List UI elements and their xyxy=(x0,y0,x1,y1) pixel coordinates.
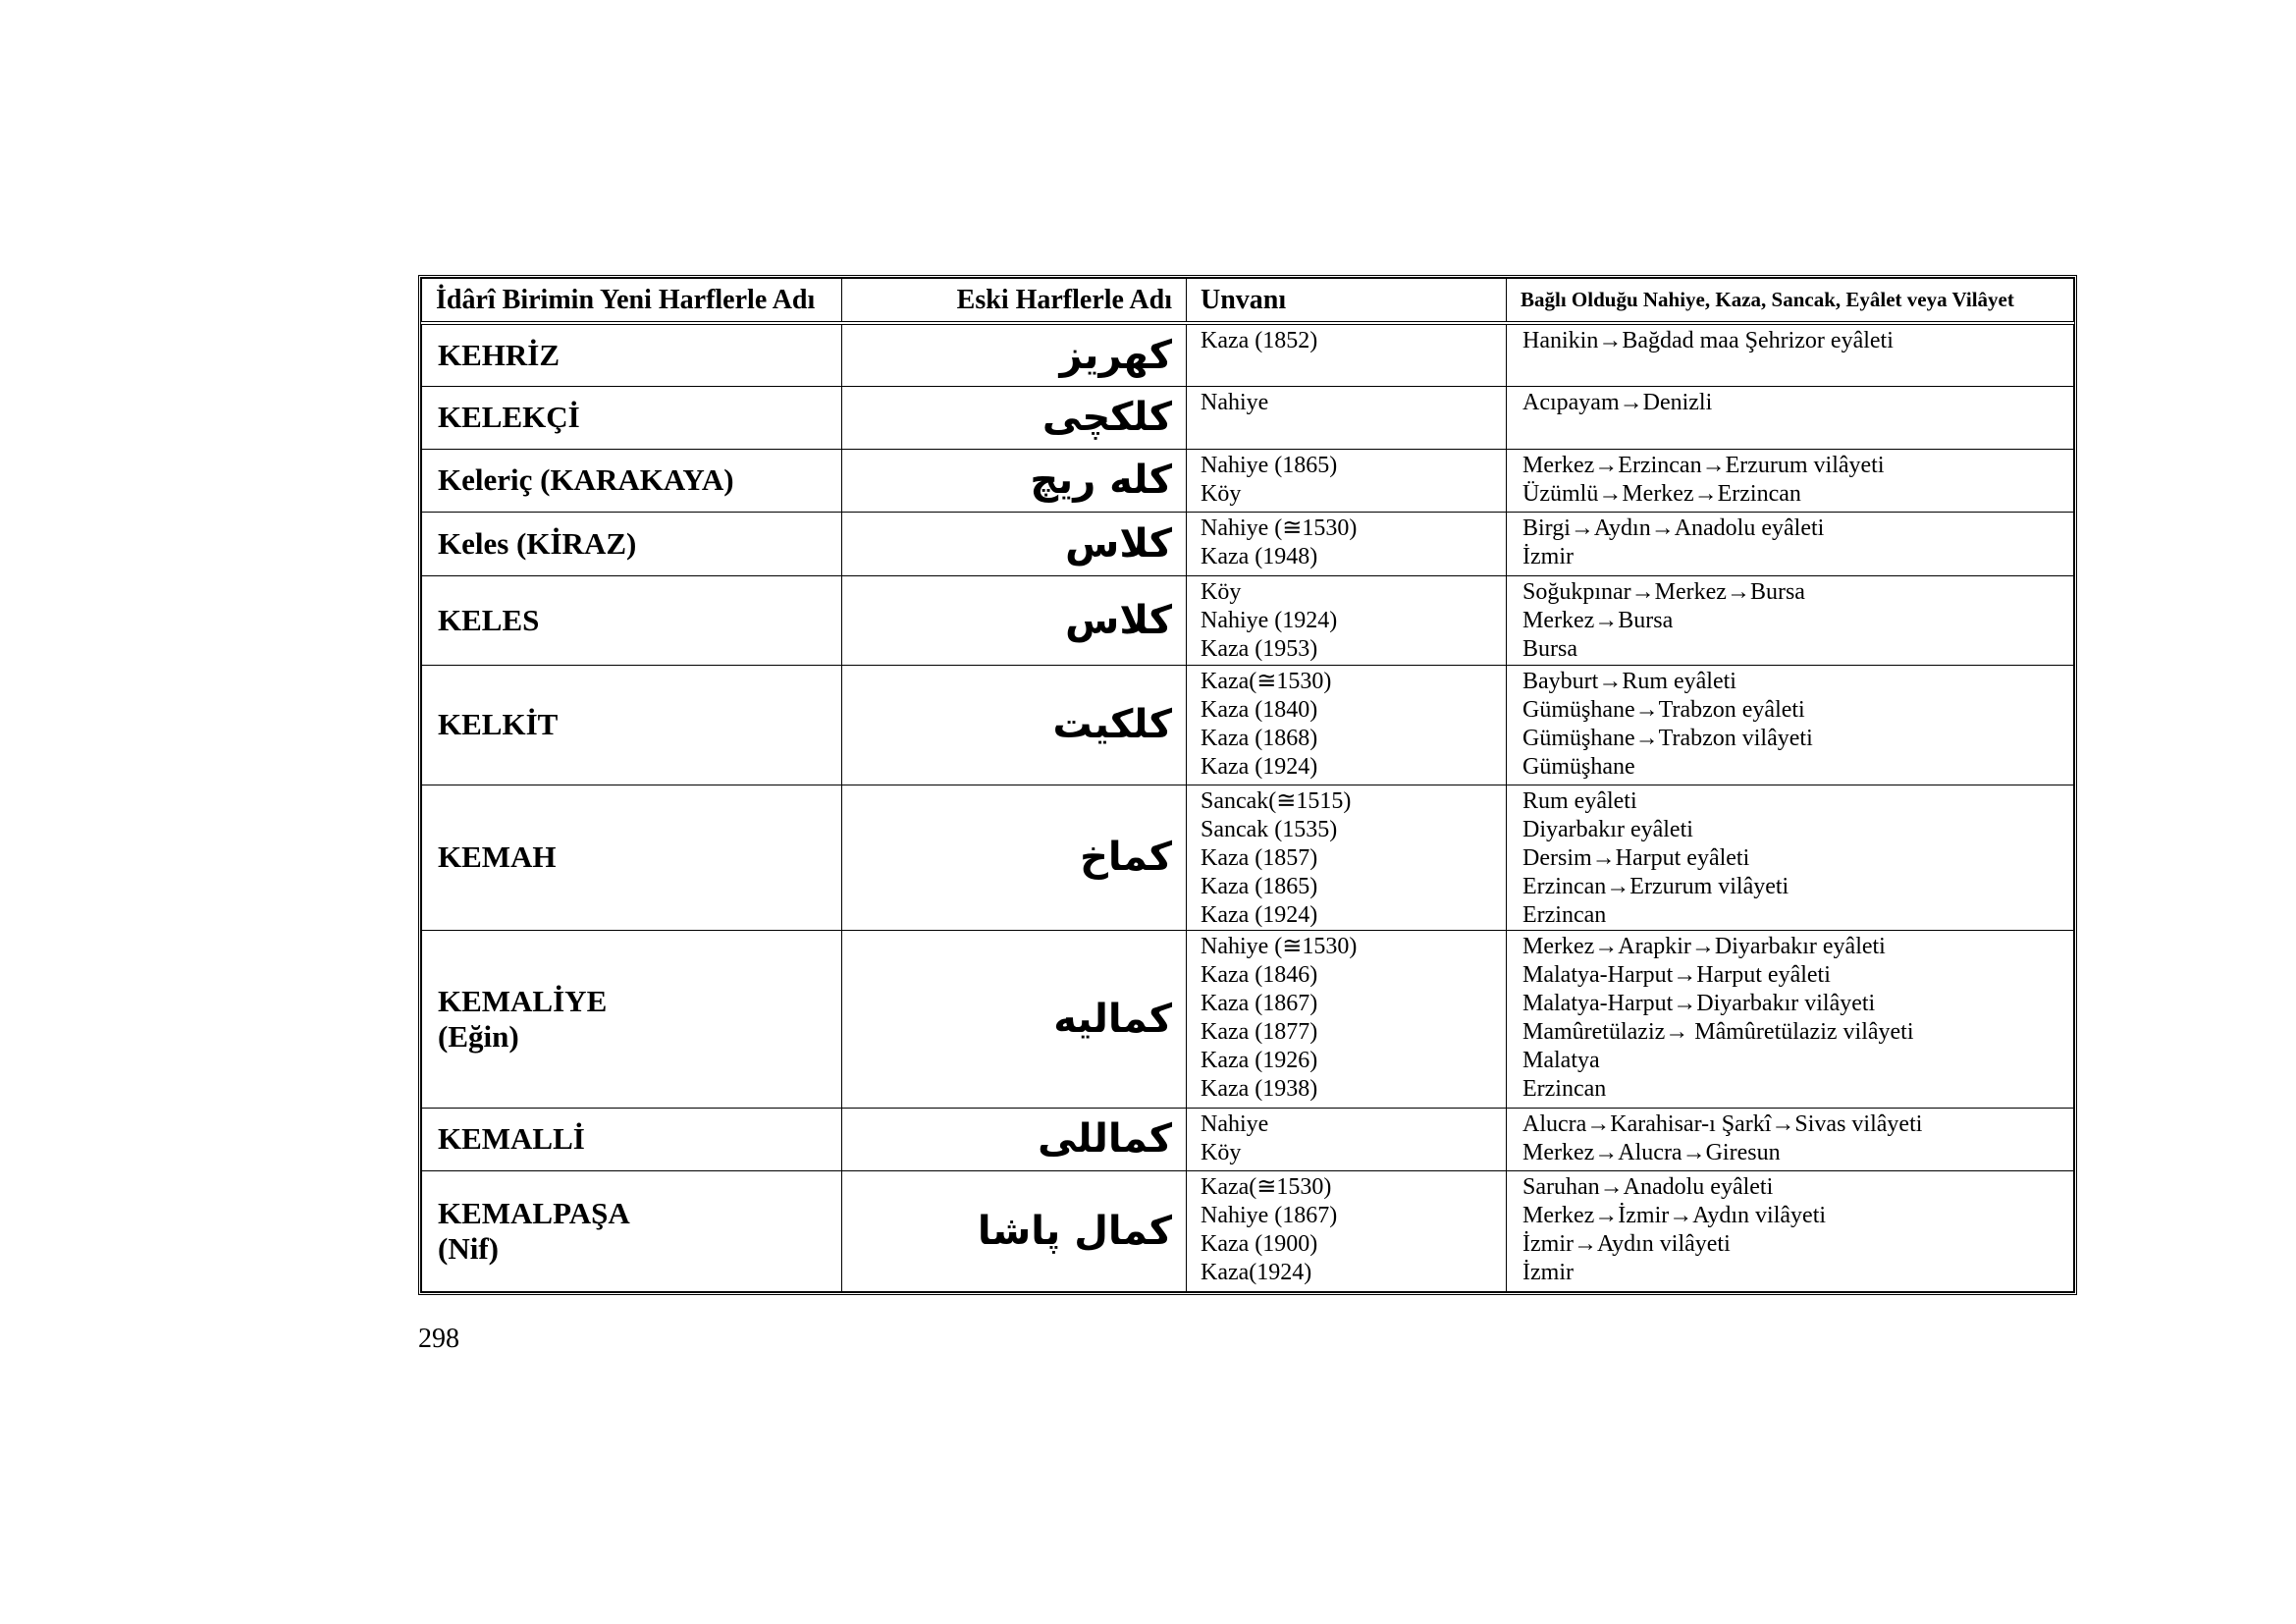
title-entry: Köy xyxy=(1201,480,1242,507)
new-name-text: KELES xyxy=(438,602,540,637)
row-old-script-name: كله ريچ xyxy=(842,449,1187,512)
gazetteer-table-frame xyxy=(418,275,2077,1295)
affiliation-entry: Malatya-Harput→Harput eyâleti xyxy=(1522,961,1831,988)
header-new-name: İdârî Birimin Yeni Harflerle Adı xyxy=(422,279,842,324)
header-title: Unvanı xyxy=(1187,279,1507,324)
title-entry: Kaza (1846) xyxy=(1201,961,1318,988)
title-entry: Kaza(≅1530) xyxy=(1201,668,1332,694)
affiliation-entry: Rum eyâleti xyxy=(1522,787,1637,814)
affiliation-entry: Merkez→Bursa xyxy=(1522,607,1674,633)
title-entry: Kaza (1924) xyxy=(1201,901,1318,928)
affiliation-entry: Merkez→İzmir→Aydın vilâyeti xyxy=(1522,1202,1827,1228)
new-name-text: KEMALİYE xyxy=(438,983,608,1018)
affiliation-entry: Soğukpınar→Merkez→Bursa xyxy=(1522,578,1805,605)
row-affiliation-list xyxy=(1507,449,2074,512)
row-title-list xyxy=(1187,665,1507,785)
row-new-name xyxy=(422,665,842,785)
row-title-list xyxy=(1187,512,1507,575)
title-entry: Nahiye (1924) xyxy=(1201,607,1338,633)
title-entry: Kaza (1868) xyxy=(1201,725,1318,751)
title-entry: Kaza (1926) xyxy=(1201,1047,1318,1073)
row-title-list xyxy=(1187,1108,1507,1170)
affiliation-entry: İzmir xyxy=(1522,1259,1574,1285)
affiliation-entry: Saruhan→Anadolu eyâleti xyxy=(1522,1173,1774,1200)
affiliation-entry: Erzincan xyxy=(1522,901,1607,928)
new-name-text: KEMAH xyxy=(438,839,557,874)
title-entry: Nahiye xyxy=(1201,1110,1269,1137)
title-entry: Kaza (1900) xyxy=(1201,1230,1318,1257)
affiliation-entry: Gümüşhane xyxy=(1522,753,1635,780)
row-affiliation-list xyxy=(1507,1170,2074,1291)
header-old-name: Eski Harflerle Adı xyxy=(842,279,1187,324)
title-entry: Kaza (1852) xyxy=(1201,328,1318,353)
page-number: 298 xyxy=(418,1324,459,1354)
title-entry: Nahiye (1865) xyxy=(1201,452,1338,478)
affiliation-entry: İzmir xyxy=(1522,543,1574,569)
affiliation-entry: Erzincan→Erzurum vilâyeti xyxy=(1522,873,1789,899)
affiliation-entry: İzmir→Aydın vilâyeti xyxy=(1522,1230,1731,1257)
title-entry: Nahiye (1867) xyxy=(1201,1202,1338,1228)
row-affiliation-list xyxy=(1507,323,2074,386)
table-row xyxy=(422,386,2074,449)
row-old-script-name: كماخ xyxy=(842,785,1187,930)
row-title-list xyxy=(1187,1170,1507,1291)
new-name-text: KEHRİZ xyxy=(438,337,561,372)
title-entry: Kaza(1924) xyxy=(1201,1259,1312,1285)
table-row xyxy=(422,449,2074,512)
row-old-script-name: كهريز xyxy=(842,323,1187,386)
row-old-script-name: كلكچى xyxy=(842,386,1187,449)
table-row xyxy=(422,930,2074,1108)
affiliation-entry: Malatya xyxy=(1522,1047,1600,1073)
row-old-script-name: كمال پاشا xyxy=(842,1170,1187,1291)
row-old-script-name: كلاس xyxy=(842,512,1187,575)
affiliation-entry: Gümüşhane→Trabzon vilâyeti xyxy=(1522,725,1813,751)
title-entry: Kaza (1877) xyxy=(1201,1018,1318,1045)
row-new-name xyxy=(422,1108,842,1170)
title-entry: Kaza (1867) xyxy=(1201,990,1318,1016)
row-new-name xyxy=(422,323,842,386)
title-entry: Nahiye (≅1530) xyxy=(1201,933,1358,959)
row-old-script-name: كماللى xyxy=(842,1108,1187,1170)
affiliation-entry: Mamûretülaziz→ Mâmûretülaziz vilâyeti xyxy=(1522,1018,1914,1045)
title-entry: Kaza (1953) xyxy=(1201,635,1318,662)
affiliation-entry: Bursa xyxy=(1522,635,1577,662)
new-name-text: KEMALPAŞA xyxy=(438,1195,630,1230)
title-entry: Sancak (1535) xyxy=(1201,816,1338,842)
title-entry: Nahiye xyxy=(1201,389,1269,415)
row-new-name xyxy=(422,512,842,575)
row-title-list xyxy=(1187,575,1507,665)
row-affiliation-list xyxy=(1507,785,2074,930)
table-row xyxy=(422,512,2074,575)
row-affiliation-list xyxy=(1507,930,2074,1108)
row-old-script-name: كلاس xyxy=(842,575,1187,665)
title-entry: Nahiye (≅1530) xyxy=(1201,514,1358,541)
affiliation-entry: Diyarbakır eyâleti xyxy=(1522,816,1693,842)
table-row xyxy=(422,323,2074,386)
new-name-text: Keles (KİRAZ) xyxy=(438,525,637,561)
title-entry: Kaza (1865) xyxy=(1201,873,1318,899)
affiliation-entry: Merkez→Arapkir→Diyarbakır eyâleti xyxy=(1522,933,1886,959)
affiliation-entry: Üzümlü→Merkez→Erzincan xyxy=(1522,480,1801,507)
row-title-list xyxy=(1187,386,1507,449)
new-name-text: KEMALLİ xyxy=(438,1121,585,1156)
title-entry: Kaza (1840) xyxy=(1201,696,1318,723)
affiliation-entry: Bayburt→Rum eyâleti xyxy=(1522,668,1736,694)
table-row xyxy=(422,1108,2074,1170)
table-row xyxy=(422,785,2074,930)
affiliation-entry: Birgi→Aydın→Anadolu eyâleti xyxy=(1522,514,1825,541)
row-affiliation-list xyxy=(1507,575,2074,665)
row-new-name xyxy=(422,1170,842,1291)
former-name-text: (Nif) xyxy=(438,1230,499,1266)
affiliation-entry: Alucra→Karahisar-ı Şarkî→Sivas vilâyeti xyxy=(1522,1110,1923,1137)
new-name-text: Keleriç (KARAKAYA) xyxy=(438,462,734,497)
header-affiliation: Bağlı Olduğu Nahiye, Kaza, Sancak, Eyâlet veya Vilâyet xyxy=(1507,279,2074,324)
new-name-text: KELEKÇİ xyxy=(438,400,580,434)
title-entry: Kaza (1948) xyxy=(1201,543,1318,569)
row-new-name xyxy=(422,449,842,512)
affiliation-entry: Malatya-Harput→Diyarbakır vilâyeti xyxy=(1522,990,1876,1016)
row-old-script-name: كماليه xyxy=(842,930,1187,1108)
row-affiliation-list xyxy=(1507,665,2074,785)
table-row xyxy=(422,665,2074,785)
affiliation-entry: Hanikin→Bağdad maa Şehrizor eyâleti xyxy=(1522,328,1894,353)
affiliation-entry: Dersim→Harput eyâleti xyxy=(1522,844,1750,871)
row-new-name xyxy=(422,386,842,449)
former-name-text: (Eğin) xyxy=(438,1018,519,1054)
new-name-text: KELKİT xyxy=(438,707,559,741)
row-new-name xyxy=(422,785,842,930)
title-entry: Kaza (1924) xyxy=(1201,753,1318,780)
affiliation-entry: Merkez→Erzincan→Erzurum vilâyeti xyxy=(1522,452,1885,478)
gazetteer-table xyxy=(421,278,2074,1292)
row-title-list xyxy=(1187,323,1507,386)
row-new-name xyxy=(422,575,842,665)
row-new-name xyxy=(422,930,842,1108)
affiliation-entry: Gümüşhane→Trabzon eyâleti xyxy=(1522,696,1805,723)
affiliation-entry: Erzincan xyxy=(1522,1075,1607,1102)
title-entry: Köy xyxy=(1201,578,1242,605)
title-entry: Kaza(≅1530) xyxy=(1201,1173,1332,1200)
row-title-list xyxy=(1187,449,1507,512)
row-affiliation-list xyxy=(1507,1108,2074,1170)
row-affiliation-list xyxy=(1507,512,2074,575)
row-title-list xyxy=(1187,785,1507,930)
affiliation-entry: Acıpayam→Denizli xyxy=(1522,389,1713,415)
title-entry: Sancak(≅1515) xyxy=(1201,787,1352,814)
row-old-script-name: كلكيت xyxy=(842,665,1187,785)
row-affiliation-list xyxy=(1507,386,2074,449)
table-row xyxy=(422,575,2074,665)
table-body xyxy=(422,323,2074,1291)
table-row xyxy=(422,1170,2074,1291)
row-title-list xyxy=(1187,930,1507,1108)
affiliation-entry: Merkez→Alucra→Giresun xyxy=(1522,1139,1781,1165)
title-entry: Kaza (1938) xyxy=(1201,1075,1318,1102)
title-entry: Köy xyxy=(1201,1139,1242,1165)
title-entry: Kaza (1857) xyxy=(1201,844,1318,871)
header-row xyxy=(422,279,2074,324)
